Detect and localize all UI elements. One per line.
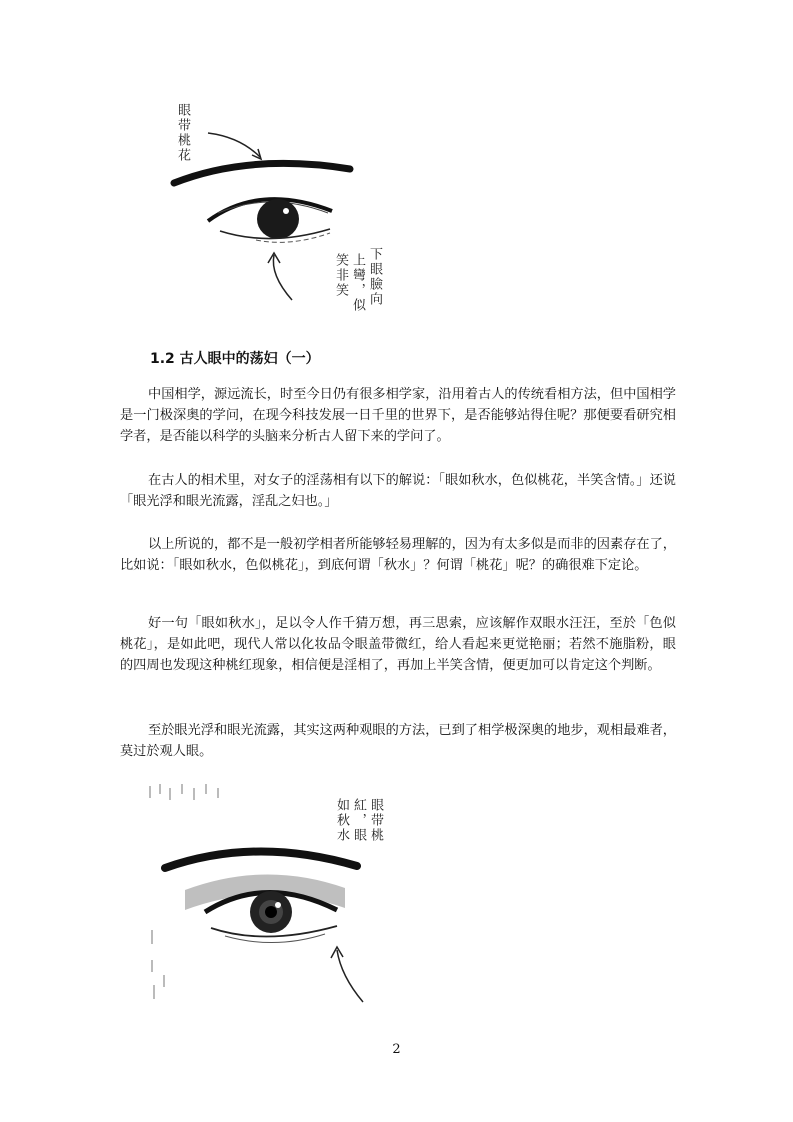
figure-label-peach-b: 紅，眼 [351,798,366,843]
page-number: 2 [392,1042,401,1057]
figure-label-peach-c: 如秋水 [334,798,349,843]
paragraph-1: 中国相学，源远流长，时至今日仍有很多相学家，沿用着古人的传统看相方法，但中国相学是一门极深奥的学问，在现今科技发展一日千里的世界下，是否能够站得住呢？那便要看研究相学者，是否能以科学的头脑来分析古人留下来的学问了。 [120,387,676,444]
paragraph-5: 至於眼光浮和眼光流露，其实这两种观眼的方法，已到了相学极深奥的地步，观相最难者，莫过於观人眼。 [120,723,676,759]
section-heading: 1.2 古人眼中的荡妇（一） [150,351,320,367]
figure-label-lower-lid-c: 笑非笑 [333,253,348,298]
figure-label-peach-a: 眼带桃 [368,798,383,843]
figure-label-lower-lid-a: 下眼臉向 [367,247,382,307]
paragraph-3: 以上所说的，都不是一般初学相者所能够轻易理解的，因为有太多似是而非的因素存在了，比如说：「眼如秋水，色似桃花」，到底何谓「秋水」？何谓「桃花」呢？的确很难下定论。 [120,537,676,573]
eye-illustration-top [160,95,400,320]
paragraph-2: 在古人的相术里，对女子的淫荡相有以下的解说：「眼如秋水，色似桃花，半笑含情。」还说「眼光浮和眼光流露，淫乱之妇也。」 [120,473,676,509]
eye-illustration-bottom [145,780,395,1010]
paragraph-4: 好一句「眼如秋水」，足以令人作千猜万想，再三思索，应该解作双眼水汪汪，至於「色似桃花」，是如此吧，现代人常以化妆品令眼盖带微红，给人看起来更觉艳丽；若然不施脂粉，眼的四周也发现这种桃红现象，相信便是淫相了，再加上半笑含情，便更加可以肯定这个判断。 [120,616,676,673]
figure-label-lower-lid-b: 上彎，似 [350,253,365,313]
figure-label-eye-peach: 眼带桃花 [175,103,190,163]
